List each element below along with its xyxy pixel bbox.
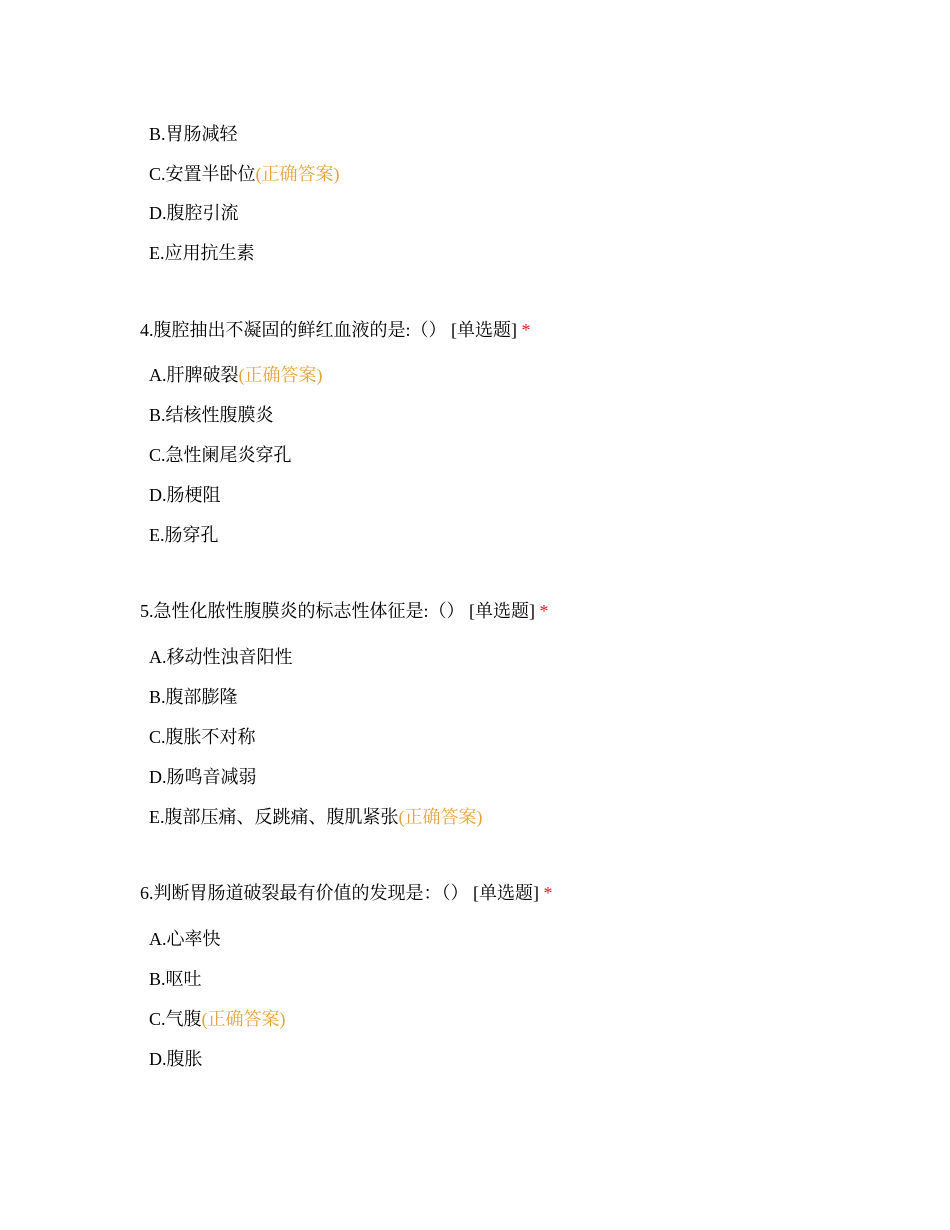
option-q6-d <box>149 1047 203 1071</box>
option-text: B.胃肠减轻 <box>149 124 238 144</box>
option-q5-b <box>149 685 238 709</box>
option-text: E.肠穿孔 <box>149 525 219 545</box>
required-star: * <box>521 320 531 340</box>
question-6-title <box>140 881 553 905</box>
option-q6-a <box>149 927 221 951</box>
option-text: A.肝脾破裂 <box>149 365 239 385</box>
option-text: C.腹胀不对称 <box>149 727 256 747</box>
option-q3-d <box>149 201 239 225</box>
option-q4-b <box>149 403 274 427</box>
option-text: C.急性阑尾炎穿孔 <box>149 445 292 465</box>
question-text: 5.急性化脓性腹膜炎的标志性体征是:（） [单选题] <box>140 601 535 621</box>
option-text: D.腹胀 <box>149 1049 203 1069</box>
required-star: * <box>539 601 549 621</box>
option-q4-d <box>149 483 221 507</box>
option-q5-e <box>149 805 483 829</box>
option-text: C.气腹 <box>149 1009 202 1029</box>
option-text: A.心率快 <box>149 929 221 949</box>
option-q5-a <box>149 645 293 669</box>
option-q3-c <box>149 162 340 186</box>
option-q5-c <box>149 725 256 749</box>
option-text: C.安置半卧位 <box>149 164 256 184</box>
correct-answer-label: (正确答案) <box>201 1009 286 1029</box>
correct-answer-label: (正确答案) <box>398 807 483 827</box>
option-text: D.肠鸣音减弱 <box>149 767 257 787</box>
option-text: B.呕吐 <box>149 969 202 989</box>
correct-answer-label: (正确答案) <box>255 164 340 184</box>
option-q6-c <box>149 1007 286 1031</box>
option-text: B.结核性腹膜炎 <box>149 405 274 425</box>
option-q4-c <box>149 443 292 467</box>
question-5-title <box>140 599 549 623</box>
option-q4-a <box>149 363 323 387</box>
question-4-title <box>140 318 531 342</box>
option-text: E.应用抗生素 <box>149 243 255 263</box>
question-text: 4.腹腔抽出不凝固的鲜红血液的是:（） [单选题] <box>140 320 517 340</box>
option-q4-e <box>149 523 219 547</box>
option-q6-b <box>149 967 202 991</box>
option-q3-b <box>149 122 238 146</box>
option-text: D.腹腔引流 <box>149 203 239 223</box>
option-text: A.移动性浊音阳性 <box>149 647 293 667</box>
required-star: * <box>543 883 553 903</box>
option-text: B.腹部膨隆 <box>149 687 238 707</box>
option-text: E.腹部压痛、反跳痛、腹肌紧张 <box>149 807 399 827</box>
option-text: D.肠梗阻 <box>149 485 221 505</box>
option-q3-e <box>149 241 255 265</box>
correct-answer-label: (正确答案) <box>238 365 323 385</box>
option-q5-d <box>149 765 257 789</box>
question-text: 6.判断胃肠道破裂最有价值的发现是：（） [单选题] <box>140 883 539 903</box>
